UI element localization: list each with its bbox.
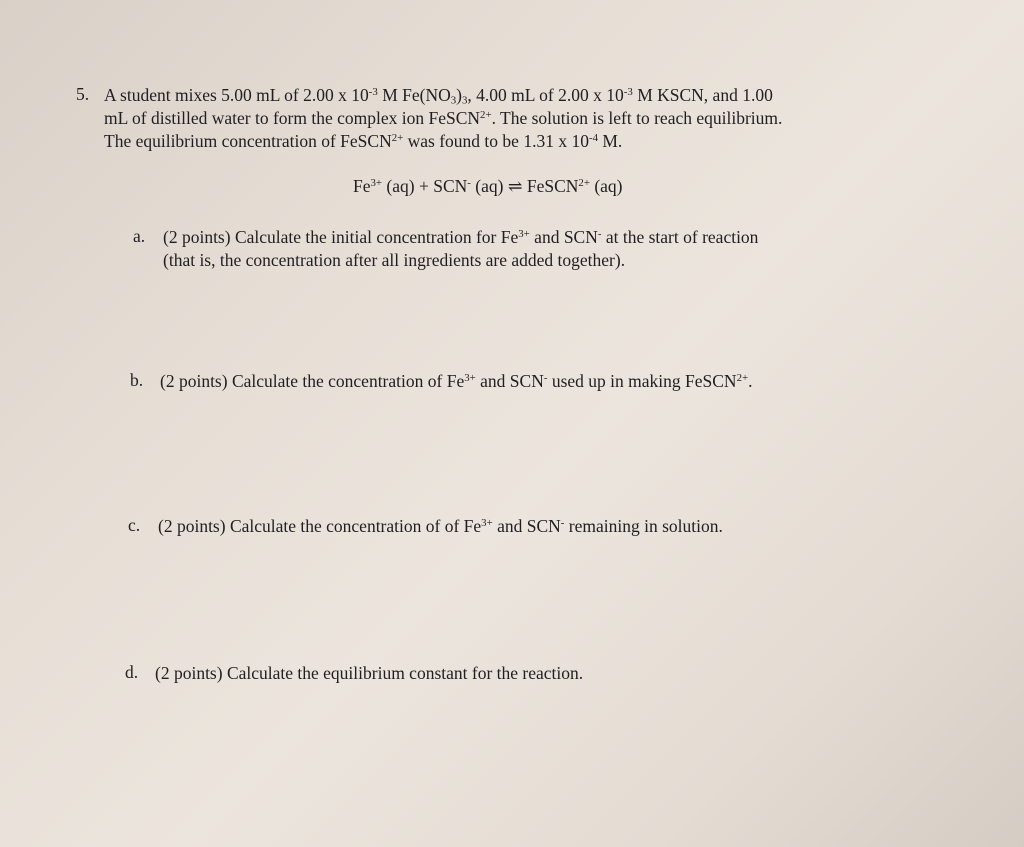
part-d-line-1: (2 points) Calculate the equilibrium constant for the reaction. bbox=[155, 663, 584, 683]
part-d-label: d. bbox=[125, 662, 139, 682]
question-intro-line-3: The equilibrium concentration of FeSCN$^{2+}$ was found to be 1.31 x $10^{-4}$ M. bbox=[104, 131, 623, 151]
part-c-line-1: (2 points) Calculate the concentration of of $Fe^{3+}$ and SCN- remaining in solution. bbox=[158, 516, 723, 536]
question-intro-line-2: mL of distilled water to form the complex ion FeSCN$^{2+}$. The solution is left to reach equilibrium. bbox=[104, 108, 783, 128]
question-number: 5. bbox=[76, 84, 90, 104]
part-a-line-1: (2 points) Calculate the initial concentration for $Fe^{3+}$ and SCN- at the start of reaction bbox=[163, 227, 759, 247]
reaction-equation: $Fe^{3+}$ (aq) + SCN- (aq) ⇌ FeSCN$^{2+}$ (aq) bbox=[353, 176, 623, 196]
part-b-label: b. bbox=[130, 370, 144, 390]
question-intro-line-1: A student mixes 5.00 mL of 2.00 x $10^{-3}$ M $Fe(NO_3)_3$, 4.00 mL of 2.00 x $10^{-3}$ M KSCN, and 1.00 bbox=[104, 85, 773, 107]
part-b-line-1: (2 points) Calculate the concentration of $Fe^{3+}$ and SCN- used up in making FeSCN$^{2+}$. bbox=[160, 371, 753, 391]
part-a-label: a. bbox=[133, 226, 146, 246]
part-a-line-2: (that is, the concentration after all ingredients are added together). bbox=[163, 250, 626, 270]
part-c-label: c. bbox=[128, 515, 141, 535]
